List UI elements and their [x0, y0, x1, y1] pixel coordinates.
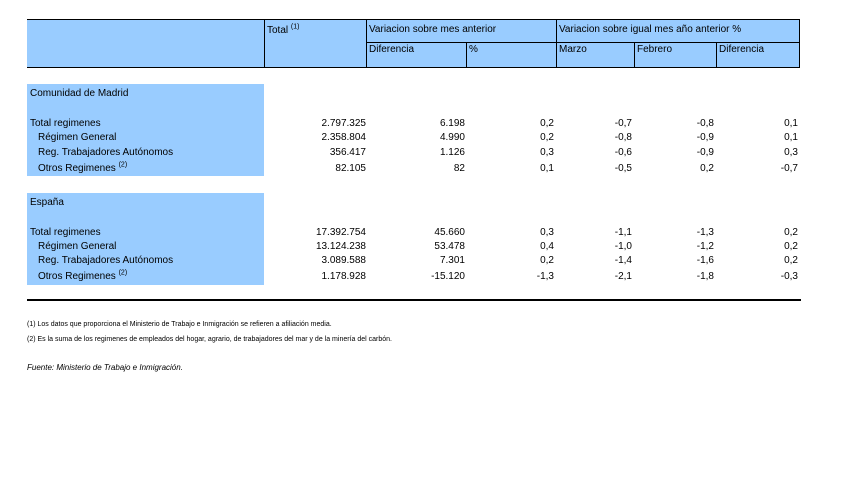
cell-pct: 0,4	[540, 241, 554, 252]
table-row	[0, 270, 864, 284]
section-title: España	[30, 197, 64, 208]
table-row	[0, 240, 864, 254]
header-total-sup: (1)	[290, 23, 300, 31]
cell-pct: -1,3	[536, 271, 554, 282]
row-label: Reg. Trabajadores Autónomos	[38, 147, 174, 158]
cell-diferencia: 7.301	[439, 255, 465, 266]
cell-diferencia: 4.990	[439, 132, 465, 143]
cell-marzo: -0,8	[614, 132, 632, 143]
footnote-1: (1) Los datos que proporciona el Ministerio de Trabajo e Inmigración se refieren a afiliación media.	[27, 321, 332, 328]
cell-diferencia2: 0,2	[784, 255, 798, 266]
header-pct: %	[469, 44, 478, 55]
row-label-text: Otros Regimenes	[38, 163, 116, 174]
cell-diferencia: 45.660	[434, 227, 465, 238]
cell-diferencia2: 0,1	[784, 118, 798, 129]
table-row	[0, 226, 864, 240]
cell-diferencia: 6.198	[439, 118, 465, 129]
cell-febrero: -1,3	[696, 227, 714, 238]
row-label: Total regimenes	[30, 118, 101, 129]
cell-pct: 0,3	[540, 147, 554, 158]
header-marzo: Marzo	[559, 44, 587, 55]
row-label	[38, 162, 127, 176]
cell-total: 2.358.804	[321, 132, 366, 143]
table-row	[0, 131, 864, 145]
header-total	[267, 25, 299, 37]
table-bottom-rule	[27, 299, 801, 301]
cell-marzo: -1,1	[614, 227, 632, 238]
header-divider	[366, 19, 367, 67]
cell-total: 82.105	[335, 163, 366, 174]
source-note: Fuente: Ministerio de Trabajo e Inmigración.	[27, 363, 183, 372]
table-row	[0, 117, 864, 131]
row-label: Régimen General	[38, 241, 117, 252]
cell-febrero: -0,9	[696, 132, 714, 143]
cell-febrero: -1,6	[696, 255, 714, 266]
table-row	[0, 146, 864, 160]
cell-marzo: -0,5	[614, 163, 632, 174]
row-label: Total regimenes	[30, 227, 101, 238]
row-label-text: Otros Regimenes	[38, 271, 116, 282]
cell-diferencia: -15.120	[431, 271, 465, 282]
table-row	[0, 162, 864, 176]
cell-diferencia2: 0,2	[784, 227, 798, 238]
cell-total: 17.392.754	[315, 227, 366, 238]
cell-marzo: -1,4	[614, 255, 632, 266]
table-row	[0, 254, 864, 268]
header-group1: Variacion sobre mes anterior	[369, 24, 497, 35]
header-divider	[634, 42, 635, 67]
cell-total: 13.124.238	[315, 241, 366, 252]
cell-diferencia: 53.478	[434, 241, 465, 252]
cell-diferencia: 1.126	[439, 147, 465, 158]
cell-diferencia2: -0,7	[780, 163, 798, 174]
row-label: Reg. Trabajadores Autónomos	[38, 255, 174, 266]
cell-total: 3.089.588	[321, 255, 366, 266]
cell-pct: 0,3	[540, 227, 554, 238]
header-divider	[799, 19, 800, 67]
cell-pct: 0,2	[540, 118, 554, 129]
cell-febrero: -0,9	[696, 147, 714, 158]
cell-diferencia: 82	[453, 163, 465, 174]
cell-diferencia2: 0,3	[784, 147, 798, 158]
row-label-sup: (2)	[118, 269, 128, 277]
cell-diferencia2: -0,3	[780, 271, 798, 282]
cell-total: 2.797.325	[321, 118, 366, 129]
header-diferencia: Diferencia	[369, 44, 415, 55]
cell-marzo: -0,6	[614, 147, 632, 158]
cell-febrero: -1,2	[696, 241, 714, 252]
cell-marzo: -0,7	[614, 118, 632, 129]
cell-pct: 0,2	[540, 132, 554, 143]
header-divider	[716, 42, 717, 67]
header-divider	[556, 19, 557, 67]
cell-diferencia2: 0,1	[784, 132, 798, 143]
header-divider	[466, 42, 467, 67]
header-total-label: Total	[267, 25, 289, 36]
row-label	[38, 270, 127, 284]
header-diferencia2: Diferencia	[719, 44, 765, 55]
cell-marzo: -2,1	[614, 271, 632, 282]
row-label-sup: (2)	[118, 161, 128, 169]
footnote-2: (2) Es la suma de los regimenes de empleados del hogar, agrario, de trabajadores del mar y de la minería del carbón.	[27, 336, 392, 343]
header-febrero: Febrero	[637, 44, 673, 55]
header-subrule	[366, 42, 800, 43]
cell-pct: 0,2	[540, 255, 554, 266]
cell-febrero: -0,8	[696, 118, 714, 129]
cell-pct: 0,1	[540, 163, 554, 174]
section-title: Comunidad de Madrid	[30, 88, 129, 99]
cell-marzo: -1,0	[614, 241, 632, 252]
header-group2: Variacion sobre igual mes año anterior %	[559, 24, 742, 35]
header-divider	[264, 19, 265, 67]
cell-total: 356.417	[329, 147, 366, 158]
cell-total: 1.178.928	[321, 271, 366, 282]
cell-febrero: -1,8	[696, 271, 714, 282]
row-label: Régimen General	[38, 132, 117, 143]
cell-febrero: 0,2	[700, 163, 714, 174]
cell-diferencia2: 0,2	[784, 241, 798, 252]
